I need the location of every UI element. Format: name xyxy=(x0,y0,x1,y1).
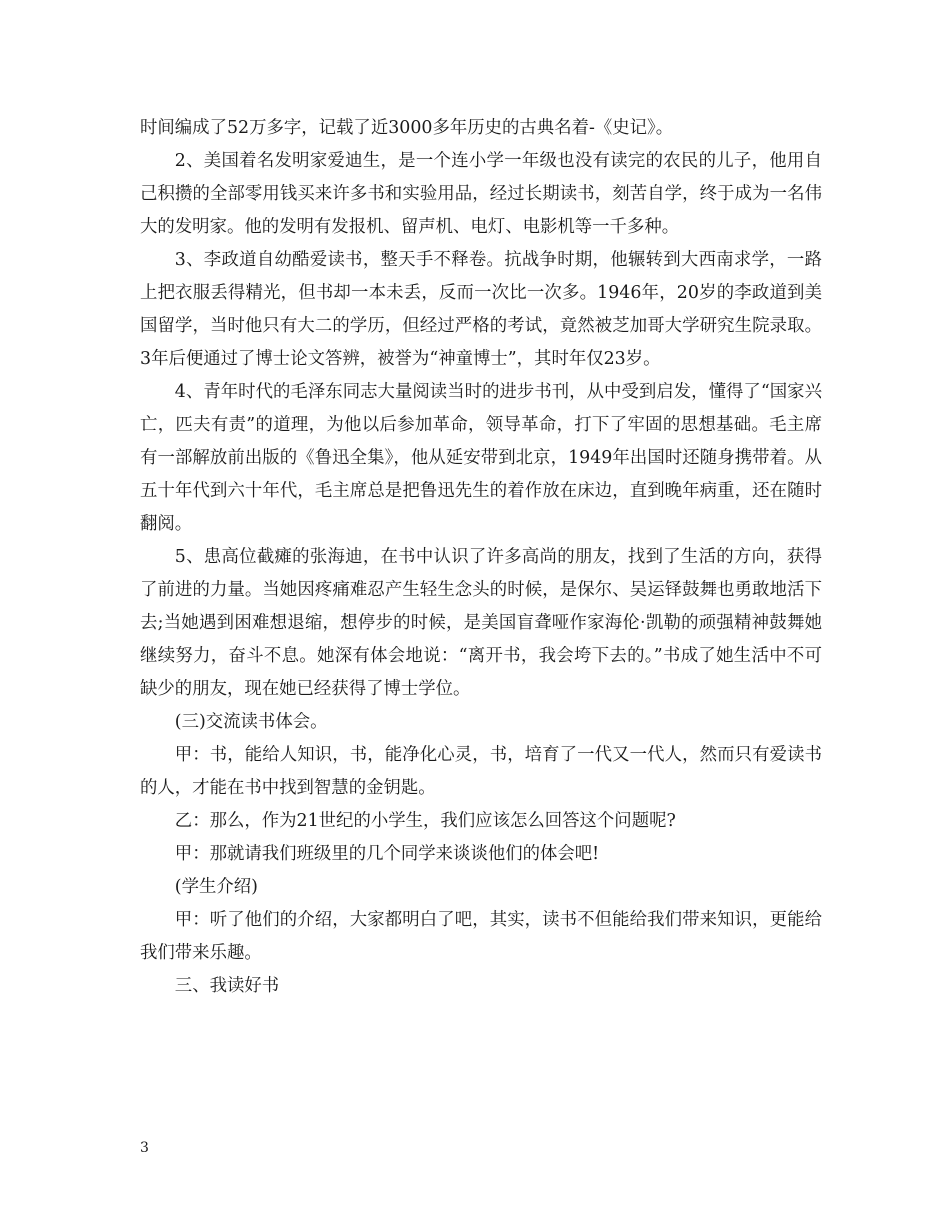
section-heading-read-good-books: 三、我读好书 xyxy=(174,976,280,996)
stage-note-students: (学生介绍) xyxy=(174,877,258,897)
paragraph-mao-zedong: 4、青年时代的毛泽东同志大量阅读当时的进步书刊，从中受到启发，懂得了“国家兴亡，匹夫有责”的道理，为他以后参加革命，领导革命，打下了牢固的思想基础。毛主席有一部解放前出版的《鲁迅全集》，他从延安带到北京，1949年出国时还随身携带着。从五十年代到六十年代，毛主席总是把鲁迅先生的着作放在床边，直到晚年病重，还在随时翻阅。 xyxy=(140,382,822,534)
document-body xyxy=(140,112,822,1003)
dialogue-yi-1: 乙：那么，作为21世纪的小学生，我们应该怎么回答这个问题呢? xyxy=(174,811,676,831)
section-heading-exchange: (三)交流读书体会。 xyxy=(174,712,328,732)
paragraph-shiji-ending: 时间编成了52万多字，记载了近3000多年历史的古典名着-《史记》。 xyxy=(140,118,674,138)
paragraph-li-zhengdao: 3、李政道自幼酷爱读书，整天手不释卷。抗战争时期，他辗转到大西南求学，一路上把衣服丢得精光，但书却一本未丢，反而一次比一次多。1946年，20岁的李政道到美国留学，当时他只有大二的学历，但经过严格的考试，竟然被芝加哥大学研究生院录取。3年后便通过了博士论文答辨，被誉为“神童博士”，其时年仅23岁。 xyxy=(140,250,822,369)
paragraph-edison: 2、美国着名发明家爱迪生，是一个连小学一年级也没有读完的农民的儿子，他用自己积攒的全部零用钱买来许多书和实验用品，经过长期读书，刻苦自学，终于成为一名伟大的发明家。他的发明有发报机、留声机、电灯、电影机等一千多种。 xyxy=(140,151,822,237)
paragraph-zhang-haidi: 5、患高位截瘫的张海迪，在书中认识了许多高尚的朋友，找到了生活的方向，获得了前进的力量。当她因疼痛难忍产生轻生念头的时候，是保尔、吴运铎鼓舞也勇敢地活下去;当她遇到困难想退缩，想停步的时候，是美国盲聋哑作家海伦·凯勒的顽强精神鼓舞她继续努力，奋斗不息。她深有体会地说：“离开书，我会垮下去的。”书成了她生活中不可缺少的朋友，现在她已经获得了博士学位。 xyxy=(140,547,822,699)
dialogue-jia-1: 甲：书，能给人知识，书，能净化心灵，书，培育了一代又一代人，然而只有爱读书的人，才能在书中找到智慧的金钥匙。 xyxy=(140,745,822,798)
dialogue-jia-2: 甲：那就请我们班级里的几个同学来谈谈他们的体会吧! xyxy=(174,844,600,864)
dialogue-jia-3: 甲：听了他们的介绍，大家都明白了吧，其实，读书不但能给我们带来知识，更能给我们带来乐趣。 xyxy=(140,910,822,963)
page-number: 3 xyxy=(140,1140,149,1156)
